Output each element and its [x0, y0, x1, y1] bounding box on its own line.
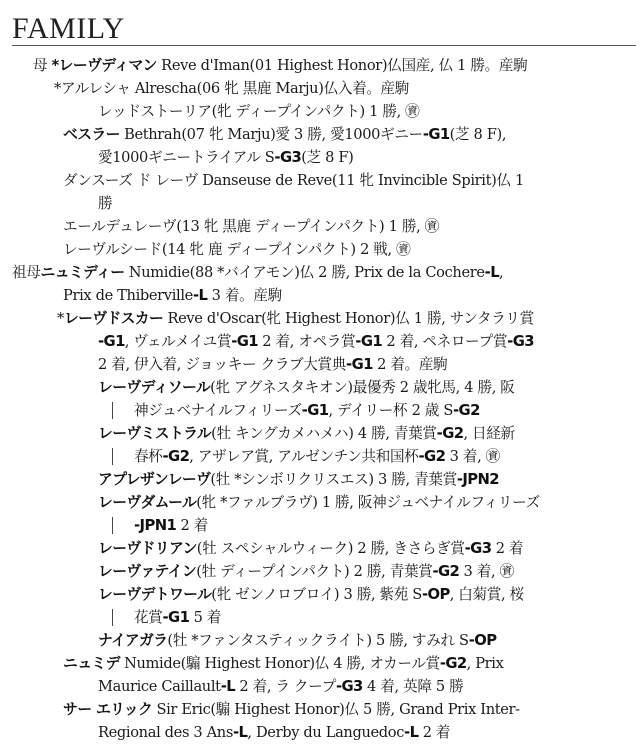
line-text	[63, 238, 410, 261]
line-text	[134, 399, 480, 422]
text-run: Numide(騸 Highest Honor)仏 4 勝, オカール賞	[119, 655, 440, 672]
line-text	[98, 629, 496, 652]
line-text	[12, 261, 503, 284]
text-run: (牡 キングカメハメハ) 4 勝, 青葉賞	[211, 425, 437, 442]
text-run: , 日経新	[463, 425, 515, 442]
family-line	[0, 399, 640, 422]
family-line	[0, 675, 640, 698]
text-run: 2 着	[176, 517, 208, 534]
bold-text-run: -G1	[162, 609, 190, 626]
text-run: 2 着, ペネロープ賞	[382, 333, 508, 350]
line-text	[63, 652, 504, 675]
text-run: 春杯	[134, 448, 163, 465]
line-text	[134, 606, 221, 629]
text-run: Regional des 3 Ans	[98, 724, 233, 741]
bold-text-run: -OP	[468, 632, 497, 649]
bold-text-run: -G1	[301, 402, 329, 419]
family-line	[0, 422, 640, 445]
bold-text-run: レーヴデトワール	[98, 586, 212, 603]
bold-text-run: -G2	[436, 425, 464, 442]
family-line	[0, 583, 640, 606]
text-run: (牡 ディープインパクト) 2 勝, 青葉賞	[196, 563, 433, 580]
text-run: 5 着	[189, 609, 222, 626]
line-text	[54, 77, 409, 100]
bold-text-run: -G1	[355, 333, 383, 350]
line-text	[63, 123, 506, 146]
family-line	[0, 54, 640, 77]
bold-text-run: レーヴディソール	[98, 379, 211, 396]
line-text	[98, 537, 523, 560]
bold-text-run: -G1	[346, 356, 373, 373]
family-line	[0, 123, 640, 146]
bold-text-run: -L	[484, 264, 500, 281]
text-run: ダンスーズ ド レーヴ Danseuse de Reve(11 牝 Invincible Spirit)仏 1	[63, 172, 524, 189]
text-run: 2 着。産駒	[372, 356, 448, 373]
family-line	[0, 192, 640, 215]
line-text	[98, 560, 514, 583]
text-run: Prix de Thiberville	[63, 287, 193, 304]
bold-text-run: -L	[220, 678, 236, 695]
text-run: 4 着, 英障 5 勝	[362, 678, 464, 695]
line-text	[98, 422, 515, 445]
text-run: レーヴルシード(14 牝 鹿 ディープインパクト) 2 戦, ㊮	[63, 241, 411, 258]
family-line	[0, 491, 640, 514]
line-text	[98, 330, 534, 353]
text-run: 祖母	[12, 264, 41, 281]
family-line	[0, 537, 640, 560]
family-line	[0, 238, 640, 261]
family-line	[0, 698, 640, 721]
family-line	[0, 514, 640, 537]
text-run: Reve d'Iman(01 Highest Honor)仏国産, 仏 1 勝。産駒	[156, 57, 528, 74]
family-line	[0, 353, 640, 376]
bold-text-run: アプレザンレーヴ	[98, 471, 211, 488]
text-run: エールデュレーヴ(13 牝 黒鹿 ディープインパクト) 1 勝, ㊮	[63, 218, 439, 235]
text-run: , Derby du Languedoc	[247, 724, 405, 741]
line-text	[98, 468, 499, 491]
bold-text-run: レーヴァテイン	[98, 563, 197, 580]
text-run: *アルレシャ Alrescha(06 牝 黒鹿 Marju)仏入着。産駒	[54, 80, 410, 97]
family-line	[0, 307, 640, 330]
family-line	[0, 169, 640, 192]
bold-text-run: レーヴドリアン	[98, 540, 197, 557]
line-text	[57, 307, 534, 330]
family-line	[0, 652, 640, 675]
bold-text-run: -G3	[507, 333, 534, 350]
text-run: (芝 8 F),	[449, 126, 507, 143]
line-text	[98, 721, 450, 744]
bold-text-run: レーヴドスカー	[63, 310, 164, 327]
line-text	[98, 583, 524, 606]
continuation-bar	[112, 448, 113, 465]
text-run: , デイリー杯 2 歳 S	[328, 402, 453, 419]
family-line	[0, 261, 640, 284]
family-line	[0, 445, 640, 468]
text-run: 2 着, ラ クープ	[235, 678, 336, 695]
family-line	[0, 146, 640, 169]
text-run: 3 着, ㊮	[445, 448, 500, 465]
family-line	[0, 560, 640, 583]
line-text	[63, 169, 524, 192]
line-text	[33, 54, 527, 77]
bold-text-run: -G1	[422, 126, 450, 143]
family-line	[0, 284, 640, 307]
bold-text-run: -G3	[274, 149, 302, 166]
family-line	[0, 629, 640, 652]
continuation-bar	[112, 402, 113, 419]
text-run: Numidie(88 *バイアモン)仏 2 勝, Prix de la Cochere	[124, 264, 485, 281]
text-run: (牝 ゼンノロブロイ) 3 勝, 紫苑 S	[211, 586, 422, 603]
bold-text-run: -L	[404, 724, 419, 741]
text-run: , ヴェルメイユ賞	[124, 333, 232, 350]
line-text	[134, 514, 208, 537]
text-run: 神ジュベナイルフィリーズ	[134, 402, 302, 419]
line-text	[134, 445, 500, 468]
bold-text-run: -G2	[162, 448, 190, 465]
bold-text-run: -JPN2	[456, 471, 499, 488]
line-text	[98, 100, 419, 123]
family-line	[0, 468, 640, 491]
line-text	[63, 698, 520, 721]
text-run: Sir Eric(騸 Highest Honor)仏 5 勝, Grand Prix Inter-	[152, 701, 520, 718]
bold-text-run: -G1	[231, 333, 258, 350]
bold-text-run: -G2	[452, 402, 480, 419]
bold-text-run: レーヴダムール	[98, 494, 197, 511]
family-line	[0, 77, 640, 100]
line-text	[98, 192, 112, 215]
text-run: 母	[33, 57, 52, 74]
bold-text-run: -JPN1	[134, 517, 177, 534]
bold-text-run: -G1	[98, 333, 125, 350]
bold-text-run: ニュミディー	[40, 264, 125, 281]
continuation-bar	[112, 609, 113, 626]
text-run: ,	[499, 264, 504, 281]
text-run: Reve d'Oscar(牝 Highest Honor)仏 1 勝, サンタラリ賞	[163, 310, 534, 327]
family-text-block	[0, 54, 640, 744]
text-run: (牡 スペシャルウィーク) 2 勝, きさらぎ賞	[196, 540, 465, 557]
text-run: 勝	[98, 195, 113, 212]
bold-text-run: -L	[192, 287, 208, 304]
text-run: (牡 *シンボリクリスエス) 3 勝, 青葉賞	[210, 471, 457, 488]
text-run: , Prix	[466, 655, 504, 672]
text-run: Bethrah(07 牝 Marju)愛 3 勝, 愛1000ギニー	[119, 126, 423, 143]
text-run: レッドストーリア(牝 ディープインパクト) 1 勝, ㊮	[98, 103, 420, 120]
bold-text-run: -G3	[464, 540, 492, 557]
text-run: (牡 *ファンタスティックライト) 5 勝, すみれ S	[167, 632, 469, 649]
bold-text-run: *レーヴディマン	[51, 57, 157, 74]
bold-text-run: ナイアガラ	[98, 632, 168, 649]
bold-text-run: -G2	[432, 563, 460, 580]
text-run: , アザレア賞, アルゼンチン共和国杯	[189, 448, 419, 465]
text-run: 2 着, オペラ賞	[257, 333, 356, 350]
section-title: FAMILY	[12, 12, 125, 45]
line-text	[98, 353, 447, 376]
bold-text-run: ベスラー	[63, 126, 120, 143]
line-text	[98, 675, 463, 698]
bold-text-run: -OP	[421, 586, 450, 603]
bold-text-run: -G2	[418, 448, 446, 465]
title-rule	[12, 45, 636, 46]
text-run: Maurice Caillault	[98, 678, 221, 695]
continuation-bar	[112, 517, 113, 534]
text-run: 3 着, ㊮	[459, 563, 514, 580]
line-text	[63, 215, 439, 238]
text-run: 2 着	[491, 540, 524, 557]
text-run: 2 着, 伊入着, ジョッキー クラブ大賞典	[98, 356, 347, 373]
family-line	[0, 606, 640, 629]
family-line	[0, 376, 640, 399]
line-text	[98, 146, 353, 169]
text-run: 愛1000ギニートライアル S	[98, 149, 275, 166]
family-line	[0, 215, 640, 238]
text-run: *	[57, 310, 64, 327]
line-text	[98, 376, 515, 399]
bold-text-run: ニュミデ	[63, 655, 120, 672]
text-run: 2 着	[418, 724, 451, 741]
bold-text-run: -G2	[439, 655, 467, 672]
line-text	[98, 491, 540, 514]
bold-text-run: サー エリック	[63, 701, 153, 718]
text-run: , 白菊賞, 桜	[449, 586, 524, 603]
family-line	[0, 721, 640, 744]
text-run: (牝 *ファルブラヴ) 1 勝, 阪神ジュベナイルフィリーズ	[196, 494, 540, 511]
family-line	[0, 100, 640, 123]
text-run: 花賞	[134, 609, 163, 626]
bold-text-run: レーヴミストラル	[98, 425, 212, 442]
bold-text-run: -L	[233, 724, 248, 741]
text-run: 3 着。産駒	[207, 287, 282, 304]
text-run: (牝 アグネスタキオン)最優秀 2 歳牝馬, 4 勝, 阪	[210, 379, 515, 396]
family-line	[0, 330, 640, 353]
bold-text-run: -G3	[335, 678, 363, 695]
line-text	[63, 284, 282, 307]
text-run: (芝 8 F)	[301, 149, 354, 166]
